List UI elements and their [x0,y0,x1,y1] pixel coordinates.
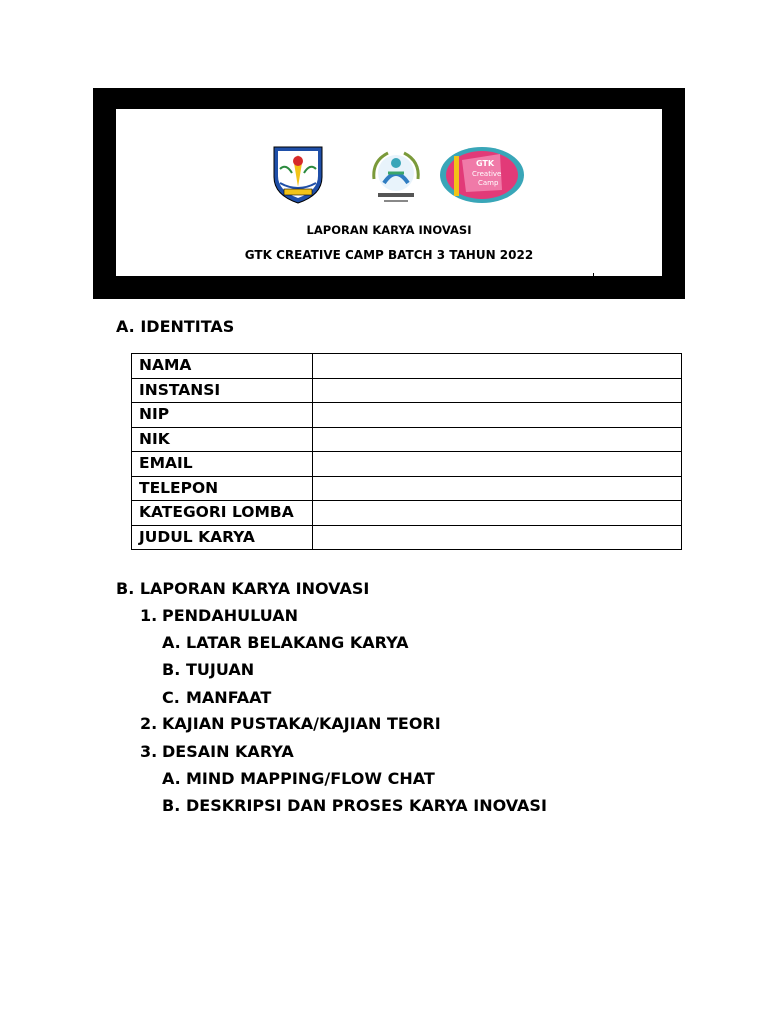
table-row [132,525,682,550]
outline-item [162,633,409,652]
field-label: NIP [132,403,313,428]
tagline [116,273,662,289]
header-banner [93,88,685,299]
gtk-badge-icon [364,143,428,207]
outline-marker: B. [162,660,181,679]
svg-text:Camp: Camp [478,179,499,187]
identity-table [131,353,682,550]
outline-marker: C. [162,688,180,707]
field-label: NIK [132,427,313,452]
table-row [132,501,682,526]
field-label: KATEGORI LOMBA [132,501,313,526]
field-label: TELEPON [132,476,313,501]
outline-label: KAJIAN PUSTAKA/KAJIAN TEORI [162,714,441,733]
outline-item [162,769,435,788]
event-subtitle: GTK CREATIVE CAMP BATCH 3 TAHUN 2022 [244,248,534,262]
outline-marker: A. [162,769,181,788]
svg-text:GTK: GTK [476,159,495,168]
text-cursor [593,273,594,289]
field-value[interactable] [313,403,682,428]
field-label: JUDUL KARYA [132,525,313,550]
field-value[interactable] [313,476,682,501]
tagline-text: “GTK JATIM KREATIF DAN INOVATIF DI ERA MERDEKA BELAJAR” [183,275,592,289]
field-value[interactable] [313,378,682,403]
field-value[interactable] [313,452,682,477]
outline-marker: 1. [140,606,158,625]
field-label: INSTANSI [132,378,313,403]
table-row [132,378,682,403]
outline-item [162,796,547,815]
section-a-title: A. IDENTITAS [116,317,235,336]
outline-label: DESAIN KARYA [162,742,294,761]
outline-marker: B. [162,796,181,815]
outline-label: PENDAHULUAN [162,606,298,625]
field-value[interactable] [313,501,682,526]
field-value[interactable] [313,354,682,379]
header-banner-inner [116,109,662,289]
outline-label: MANFAAT [186,688,272,707]
outline-label: LATAR BELAKANG KARYA [186,633,409,652]
gtk-creative-camp-logo-icon [438,146,526,204]
jawa-timur-emblem-icon [266,143,330,207]
section-b-title: B. LAPORAN KARYA INOVASI [116,579,370,598]
outline-item [162,688,271,707]
outline-marker: 2. [140,714,158,733]
outline-label: DESKRIPSI DAN PROSES KARYA INOVASI [186,796,547,815]
table-row [132,427,682,452]
outline-label: TUJUAN [186,660,255,679]
outline-item [162,660,254,679]
field-value[interactable] [313,427,682,452]
outline-item [140,742,294,761]
field-label: NAMA [132,354,313,379]
table-row [132,452,682,477]
field-value[interactable] [313,525,682,550]
outline-item [140,714,441,733]
field-label: EMAIL [132,452,313,477]
outline-marker: A. [162,633,181,652]
outline-marker: 3. [140,742,158,761]
outline-item [140,606,298,625]
report-title: LAPORAN KARYA INOVASI [306,223,472,237]
table-row [132,403,682,428]
table-row [132,354,682,379]
svg-text:Creative: Creative [472,170,502,178]
outline-label: MIND MAPPING/FLOW CHAT [186,769,435,788]
table-row [132,476,682,501]
